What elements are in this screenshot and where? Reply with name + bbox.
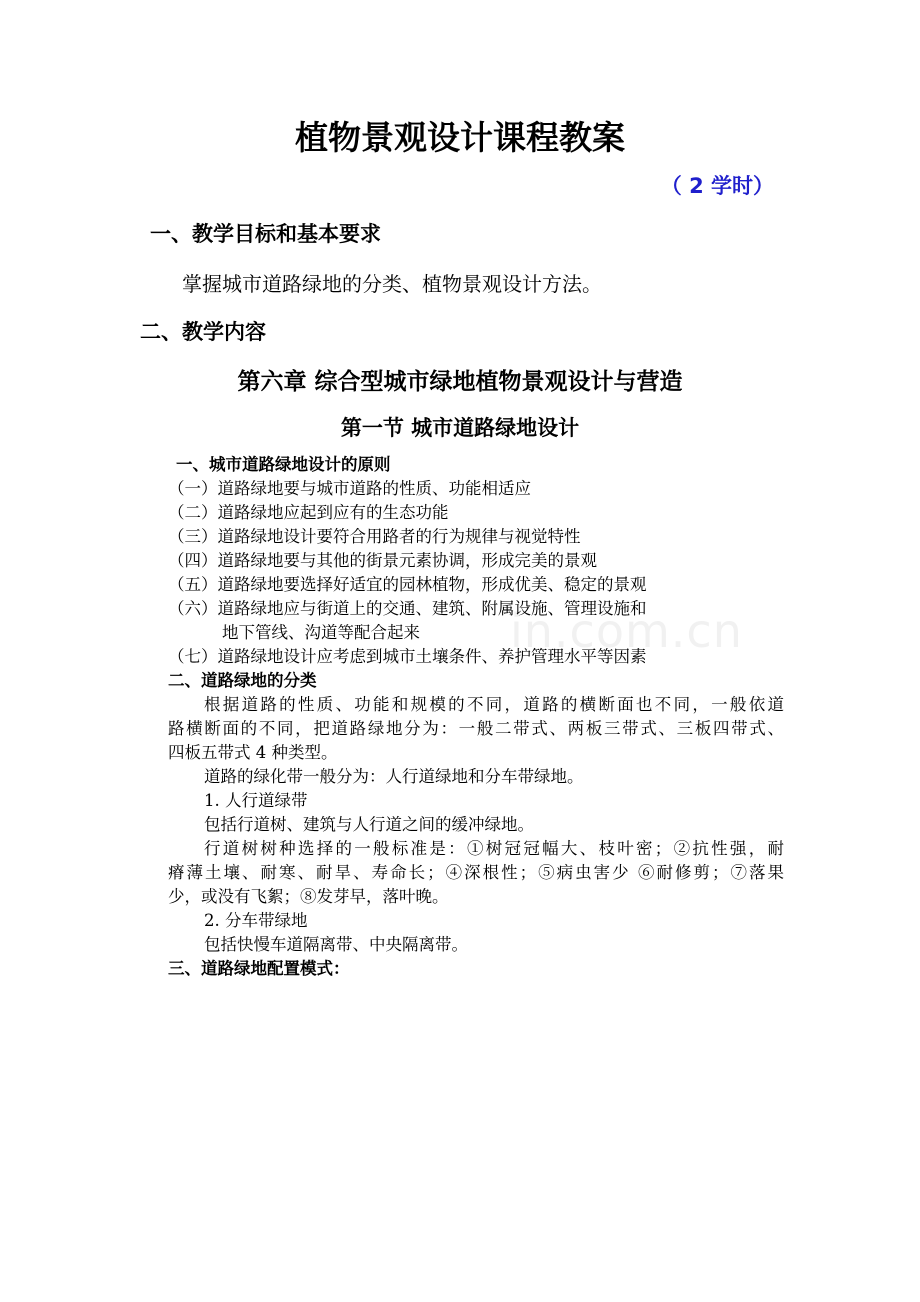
- section-1-heading: 一、教学目标和基本要求: [150, 222, 381, 246]
- document-title: 植物景观设计课程教案: [295, 118, 625, 157]
- tree-criteria-line: 少，或没有飞絮；⑧发芽早，落叶晚。: [168, 887, 449, 906]
- part-1-heading: 一、城市道路绿地设计的原则: [176, 455, 391, 474]
- principle-item: （六）道路绿地应与街道上的交通、建筑、附属设施、管理设施和: [168, 599, 647, 618]
- principle-item: （三）道路绿地设计要符合用路者的行为规律与视觉特性: [168, 527, 581, 546]
- principle-item: （四）道路绿地要与其他的街景元素协调，形成完美的景观: [168, 551, 597, 570]
- principle-item-continued: 地下管线、沟道等配合起来: [222, 623, 420, 642]
- section-1-text: 掌握城市道路绿地的分类、植物景观设计方法。: [182, 272, 602, 296]
- divider-greenbelt-heading: 2. 分车带绿地: [204, 911, 308, 930]
- lesson-heading: 第一节 城市道路绿地设计: [340, 416, 580, 440]
- sidewalk-greenbelt-heading: 1. 人行道绿带: [204, 791, 308, 810]
- greenbelt-types-line: 道路的绿化带一般分为：人行道绿地和分车带绿地。: [204, 767, 584, 786]
- divider-greenbelt-text: 包括快慢车道隔离带、中央隔离带。: [204, 935, 468, 954]
- sidewalk-greenbelt-text: 包括行道树、建筑与人行道之间的缓冲绿地。: [204, 815, 534, 834]
- class-hours: （ 2 学时）: [660, 174, 774, 198]
- part-2-heading: 二、道路绿地的分类: [168, 671, 317, 690]
- principle-item: （五）道路绿地要选择好适宜的园林植物，形成优美、稳定的景观: [168, 575, 647, 594]
- tree-criteria-line: 瘠薄土壤、耐寒、耐旱、寿命长；④深根性；⑤病虫害少 ⑥耐修剪；⑦落果: [168, 863, 784, 882]
- chapter-heading: 第六章 综合型城市绿地植物景观设计与营造: [237, 369, 683, 395]
- section-2-heading: 二、教学内容: [140, 320, 266, 344]
- classification-paragraph-line: 路横断面的不同，把道路绿地分为：一般二带式、两板三带式、三板四带式、: [168, 719, 784, 738]
- part-3-heading: 三、道路绿地配置模式：: [168, 959, 350, 978]
- classification-paragraph-line: 四板五带式 4 种类型。: [168, 743, 338, 762]
- tree-criteria-line: 行道树树种选择的一般标准是：①树冠冠幅大、枝叶密；②抗性强，耐: [204, 839, 784, 858]
- principle-item: （一）道路绿地要与城市道路的性质、功能相适应: [168, 479, 531, 498]
- watermark: in.com.cn: [510, 604, 743, 658]
- principle-item: （七）道路绿地设计应考虑到城市土壤条件、养护管理水平等因素: [168, 647, 647, 666]
- classification-paragraph-line: 根据道路的性质、功能和规模的不同，道路的横断面也不同，一般依道: [204, 695, 784, 714]
- principle-item: （二）道路绿地应起到应有的生态功能: [168, 503, 449, 522]
